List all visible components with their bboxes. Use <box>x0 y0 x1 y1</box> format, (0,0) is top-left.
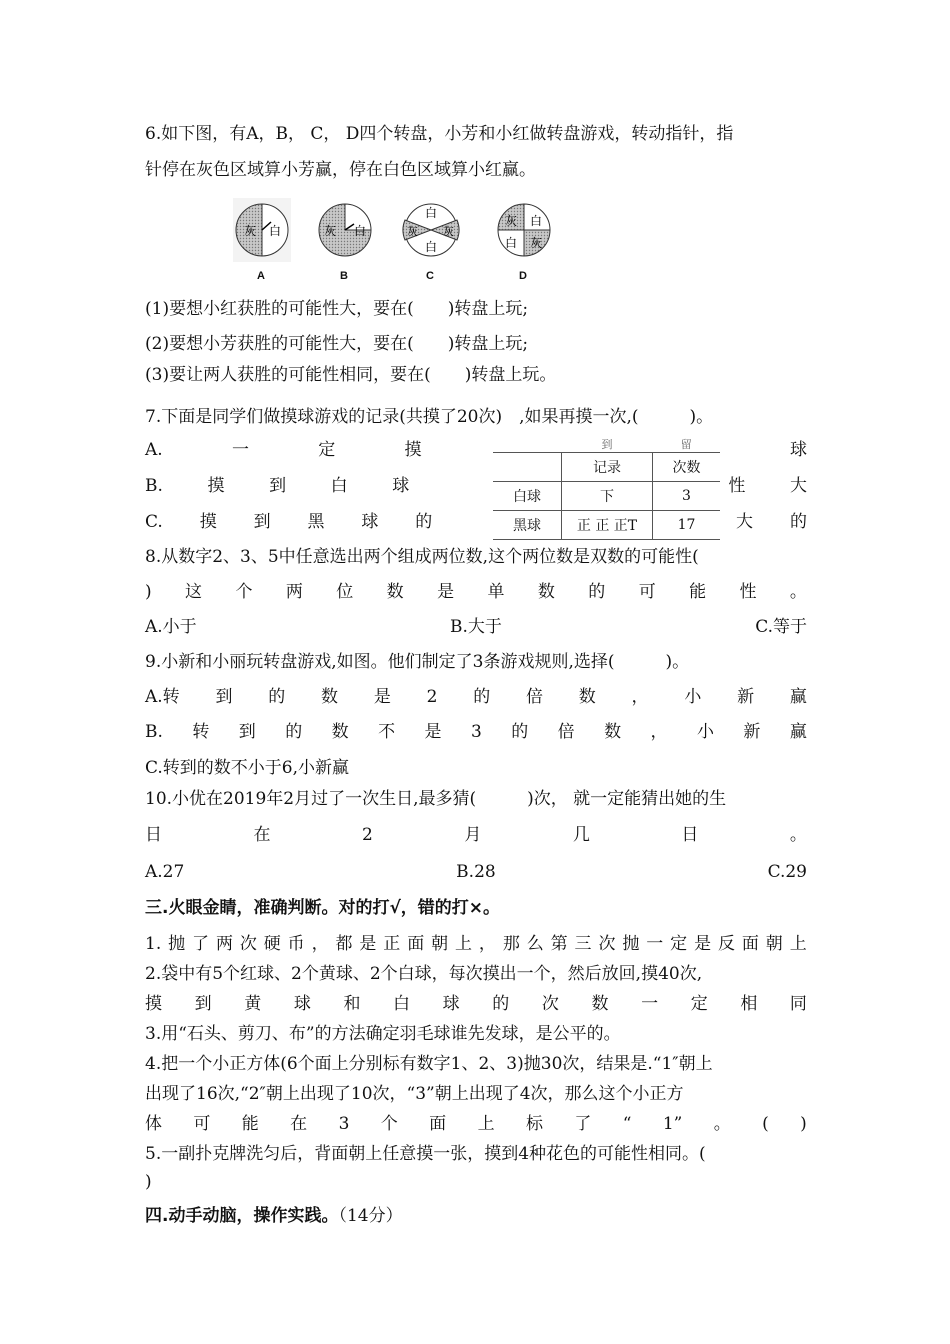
q8-stem: 8.从数字2、3、5中任意选出两个组成两位数,这个两位数是双数的可能性( <box>145 547 699 567</box>
q10-options <box>145 860 807 884</box>
q9-option-b: B. 转 到 的 数 不 是 3 的 倍 数 ， 小 新 赢 <box>145 722 807 742</box>
section4-title-text: 四.动手动脑，操作实践。 <box>145 1206 339 1226</box>
spinner-d-label-bl: 白 <box>505 236 518 250</box>
sec3-item4-line2: 出现了16次,“2″朝上出现了10次，“3”朝上出现了4次，那么这个小正方 <box>145 1084 684 1104</box>
spinner-b-white-label: 白 <box>354 224 367 238</box>
q10-option-b: B.28 <box>456 862 496 882</box>
table-header-count: 次数 <box>653 453 721 482</box>
q8-line2: ) 这 个 两 位 数 是 单 数 的 可 能 性 。 <box>145 582 807 602</box>
q8-option-b: B.大于 <box>449 617 502 637</box>
q6-line1: 6.如下图，有A，B， C， D四个转盘，小芳和小红做转盘游戏，转动指针，指 <box>145 124 734 144</box>
table-cut-right: 留 <box>653 436 721 453</box>
spinner-d-caption: D <box>519 270 527 282</box>
spinner-c-caption: C <box>426 270 434 282</box>
table-cut-left <box>493 436 562 453</box>
spinner-d-label-br: 灰 <box>530 236 543 250</box>
spinner-d-label-tr: 白 <box>530 214 543 228</box>
q10-option-c: C.29 <box>767 862 807 882</box>
q7-option-b: B. 摸 到 白 球 性 大 <box>145 476 807 496</box>
spinner-c-label-bottom: 白 <box>425 240 438 254</box>
spinner-c-label-left: 灰 <box>407 225 418 238</box>
q8-option-a: A.小于 <box>145 617 197 637</box>
section3-title: 三.火眼金睛，准确判断。对的打√，错的打×。 <box>145 898 501 918</box>
table-header-record: 记录 <box>562 453 653 482</box>
q9-option-c: C.转到的数不小于6,小新赢 <box>145 758 350 778</box>
section4-title <box>145 1204 807 1228</box>
spinner-c-label-right: 灰 <box>443 225 454 238</box>
q6-sub1: (1)要想小红获胜的可能性大，要在( )转盘上玩; <box>145 299 529 319</box>
spinner-b-caption: B <box>340 270 348 282</box>
sec3-item5-line2: ) <box>145 1172 152 1192</box>
spinner-c-label-top: 白 <box>425 206 438 220</box>
section4-score: （14分） <box>338 1206 403 1226</box>
sec3-item2-line2: 摸 到 黄 球 和 白 球 的 次 数 一 定 相 同 <box>145 994 807 1014</box>
spinner-d-label-tl: 灰 <box>505 214 518 228</box>
q7-stem: 7.下面是同学们做摸球游戏的记录(共摸了20次) ,如果再摸一次,( )。 <box>145 407 714 427</box>
sec3-item2-line1: 2.袋中有5个红球、2个黄球、2个白球，每次摸出一个，然后放回,摸40次, <box>145 964 703 984</box>
sec3-item5-line1: 5.一副扑克牌洗匀后，背面朝上任意摸一张，摸到4种花色的可能性相同。( <box>145 1144 706 1164</box>
q6-line2: 针停在灰色区域算小芳赢，停在白色区域算小红赢。 <box>145 160 536 180</box>
table-cut-mid: 到 <box>562 436 653 453</box>
sec3-item4-line3: 体 可 能 在 3 个 面 上 标 了 “ 1” 。 ( ) <box>145 1114 807 1134</box>
q10-option-a: A.27 <box>145 862 185 882</box>
spinner-c <box>402 198 476 290</box>
q8-options <box>145 615 807 639</box>
spinner-a <box>233 198 307 290</box>
spinner-b-gray-label: 灰 <box>324 224 337 238</box>
q9-stem: 9.小新和小丽玩转盘游戏,如图。他们制定了3条游戏规则,选择( )。 <box>145 652 690 672</box>
q6-sub2: (2)要想小芳获胜的可能性大，要在( )转盘上玩; <box>145 334 529 354</box>
spinner-a-white-label: 白 <box>269 224 282 238</box>
q10-line2: 日 在 2 月 几 日 。 <box>145 825 807 845</box>
sec3-item3: 3.用“石头、剪刀、布”的方法确定羽毛球谁先发球，是公平的。 <box>145 1024 621 1044</box>
q10-stem: 10.小优在2019年2月过了一次生日,最多猜( )次， 就一定能猜出她的生 <box>145 789 727 809</box>
sec3-item1: 1. 抛 了 两 次 硬 币 ， 都 是 正 面 朝 上 ， 那 么 第 三 次 抛 一 定 是 反 面 朝 上 <box>145 934 807 954</box>
sec3-item4-line1: 4.把一个小正方体(6个面上分别标有数字1、2、3)抛30次，结果是.“1″朝上 <box>145 1054 713 1074</box>
q7-option-a: A. 一 定 摸 球 <box>145 440 807 460</box>
spinner-a-caption: A <box>257 270 265 282</box>
q8-option-c: C.等于 <box>755 617 807 637</box>
spinner-b <box>316 198 390 290</box>
q7-option-c: C. 摸 到 黑 球 的 大 的 <box>145 512 807 532</box>
table-row: 白球 下 3 <box>493 482 720 511</box>
table-header-empty <box>493 453 562 482</box>
spinner-d <box>495 198 569 290</box>
table-row: 黑球 正 正 正T 17 <box>493 511 720 540</box>
q9-option-a: A.转 到 的 数 是 2 的 倍 数 ， 小 新 赢 <box>145 687 807 707</box>
spinner-a-gray-label: 灰 <box>244 224 257 238</box>
q7-record-table <box>493 436 720 540</box>
q6-sub3: (3)要让两人获胜的可能性相同，要在( )转盘上玩。 <box>145 365 557 385</box>
